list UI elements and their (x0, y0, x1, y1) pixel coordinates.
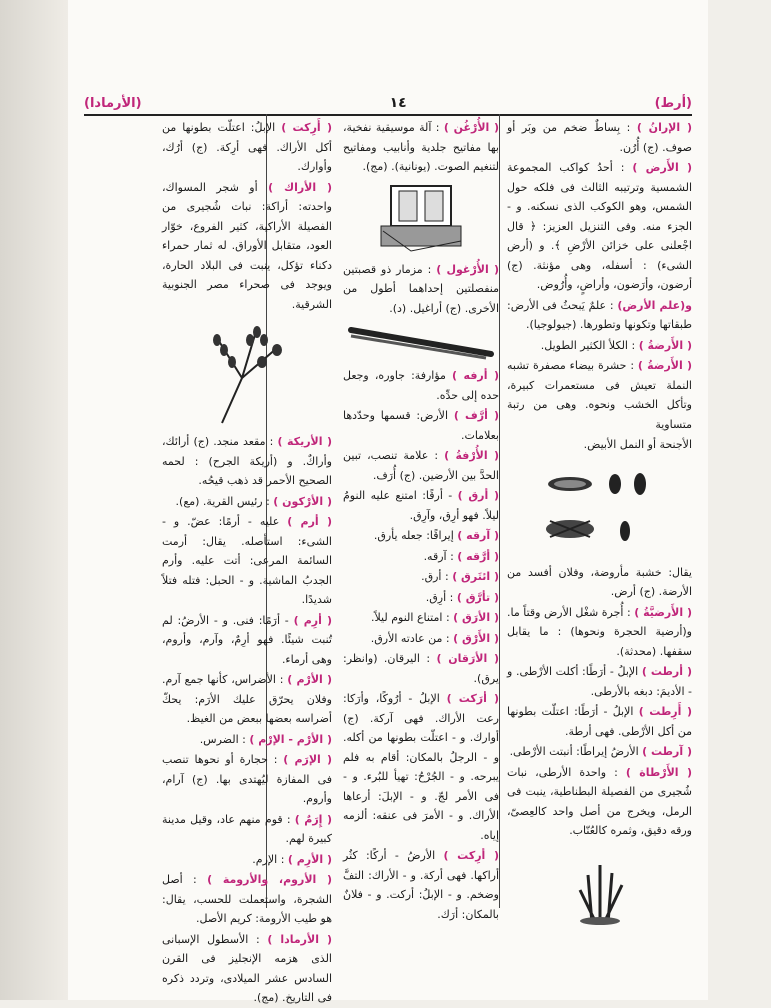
entry-definition: يقال: خشبة مأروضة، وفلان أفسد من الأرضة. (ج) أرض. (507, 565, 692, 598)
artaa-illustration (507, 845, 692, 925)
entry-definition: : الأضراس، كأنها جمع آرم. وفلان يحرّق عليك الأرَم: يحكّ أضراسه بعضها ببعض من الغيظ. (162, 673, 332, 725)
entry-headword: ( أرفه ) (452, 369, 499, 382)
header-rule (84, 114, 692, 116)
dictionary-entry (507, 356, 692, 434)
entry-headword: ( أرَكت ) (446, 692, 500, 705)
dictionary-entry (507, 435, 692, 455)
dictionary-entry (343, 118, 499, 177)
organ-illustration (343, 181, 499, 256)
entry-definition: : الأسطول الإسبانى الذى هزمه الإنجليز فى القرن السادس عشر الميلادى، وتردد ذكره فى التاريخ. (مج). (162, 932, 332, 1004)
entry-headword: ( الأرْم ) (287, 673, 332, 686)
entry-headword: ( الأرَق ) (453, 611, 499, 624)
dictionary-entry (343, 446, 499, 485)
dictionary-entry (343, 547, 499, 567)
entry-headword: ( الأريكة ) (277, 435, 332, 448)
entry-headword: ( الأرْكون ) (273, 494, 332, 508)
entry-definition: : مزمار ذو قصبتين منفصلتين إحداهما أطول من الأخرى. (ج) أراغيل. (د). (343, 262, 499, 315)
entry-definition: - أرَمًا: فنى. و - الأرضُ: لم تُنبت شيئًا. فهو أرِمٌ، وآرم، وأروم، وهى أرماء. (162, 613, 332, 666)
dictionary-entry (162, 810, 332, 849)
entry-headword: ( تأرَّق ) (456, 590, 499, 604)
entry-headword: ( أرِكت ) (443, 849, 500, 862)
dictionary-entry (343, 406, 499, 445)
column-divider (499, 114, 500, 908)
entry-headword: ( الأُرْغول ) (436, 262, 500, 276)
entry-definition: الإبلُ - أرَطًا: اعتلّت بطونها من أكل الأرْطى. فهى أرطة. (507, 705, 692, 738)
dictionary-entry (162, 118, 332, 177)
dictionary-entry (507, 702, 692, 741)
entry-headword: ( أرطت ) (641, 665, 692, 678)
entry-definition: الأرضُ إيراطًا: أنبتت الأرْطى. (509, 745, 639, 758)
entry-headword: ( أرَّف ) (453, 409, 499, 422)
dictionary-entry (507, 118, 692, 157)
entry-headword: ( أرق ) (457, 489, 499, 502)
entry-definition: : الضرس. (199, 732, 246, 746)
dictionary-entry (162, 611, 332, 670)
entry-headword: و(علم الأرض) (617, 298, 693, 312)
page-header (84, 92, 692, 114)
entry-definition: : أرق. (421, 570, 449, 583)
termites-illustration (507, 459, 692, 559)
entry-definition: : علامة تنصب، تبين الحدَّ بين الأرضين. (ج) أُرَف. (343, 449, 499, 482)
entry-definition: : واحدة الأرطى، نبات شُجيرى من الفصيلة البطناطية، ينبت فى الرمل، ويخرج من أصل واحد كالعِصىّ، ورقه دقيق، وثمره كالعُنّاب. (507, 765, 692, 837)
dictionary-entry (162, 870, 332, 929)
entry-headword: ( الأراك ) (268, 180, 332, 194)
dictionary-entry (162, 850, 332, 870)
entry-headword: ( آرطت ) (642, 745, 692, 758)
entry-definition: : من عادته الأرق. (370, 631, 450, 645)
entry-definition: : الكلأ الكثير الطويل. (540, 338, 636, 352)
entry-headword: ( الأَرْق ) (453, 631, 499, 645)
entry-headword: ( أرَّقه ) (457, 549, 499, 563)
entry-definition: : أصل الشجرة، واستعملت للحسب، يقال: هو طيب الأرومة: كريم الأصل. (162, 873, 332, 925)
dictionary-entry (343, 366, 499, 405)
entry-headword: ( آرقه ) (457, 529, 499, 542)
dictionary-entry (162, 930, 332, 1008)
entry-definition: : آرقه. (423, 549, 454, 563)
entry-headword: ( الأرمادا ) (267, 932, 332, 946)
entry-definition: عليه - أرمًا: عضّ. و - الشىء: استأصله. يقال: أرمت السائمة المرعى: أتت عليه. وأرم الجدبُ الماشية. و - الحبل: فتله فتلاً شديدًا. (162, 515, 332, 606)
column-middle (343, 118, 500, 921)
dictionary-entry (162, 492, 332, 512)
entry-headword: ( الأَرضةُ ) (637, 359, 692, 372)
entry-definition: : امتناع النوم ليلاً. (371, 611, 450, 624)
entry-definition: الإبلُ: اعتلّت بطونها من أكل الأراك. فهى أرِكة. (ج) أرُك، وأوارك. (162, 121, 332, 173)
dictionary-entry (162, 512, 332, 610)
dictionary-entry (162, 178, 332, 315)
column-right (507, 118, 692, 908)
entry-headword: ( الأروم، والأرومة ) (207, 873, 333, 886)
entry-definition: : حشرة بيضاء مصفرة تشبه النملة تعيش فى مستعمرات كبيرة، وتأكل الخشب ونحوه. وهى من رتبة متساوية (507, 359, 692, 431)
dictionary-entry (507, 158, 692, 295)
column-left (162, 118, 333, 1004)
dictionary-entry (162, 750, 332, 809)
dictionary-entry (343, 526, 499, 546)
flute-illustration (343, 322, 499, 362)
entry-headword: ( أرِم ) (293, 613, 332, 627)
entry-definition: : مقعد منجد. (ج) أرائك، وأراكٌ. و (أريكة الجرح) : لحمه الصحيح الأحمر قد ذهب قيحُه. (162, 435, 332, 487)
entry-definition: : قوم منهم عاد، وقيل مدينة كبيرة لهم. (162, 812, 332, 845)
entry-definition: مؤارفة: جاوره، وجعل حده إلى حدِّه. (343, 369, 499, 402)
entry-headword: ( الإرانُ ) (636, 121, 692, 134)
entry-definition: الإبلُ - أرَطًا: أكلت الأرْطى. و - الأديمَ: دبغه بالأرطى. (507, 665, 692, 698)
dictionary-entry (507, 662, 692, 701)
dictionary-entry (507, 563, 692, 602)
entry-headword: ( الأرَقان ) (436, 652, 500, 665)
entry-definition: : بِساطٌ ضخم من وبَر أو صوف. (ج) أُرُن. (507, 121, 692, 154)
dictionary-entry (343, 649, 499, 688)
entry-headword: ( أَرِكت ) (281, 121, 332, 134)
guide-word-right: (أرط) (654, 95, 692, 111)
dictionary-entry (343, 608, 499, 628)
entry-definition: أو شجر المسواك، واحدته: أراكة: نبات شُجيرى من الفصيلة الأراكية، كثير الفروع، خوّار العود، متقابل الأوراق. له ثمار حمراء دكناء تؤكل، ينبت فى البلاد الحارة، ويوجد فى صحراء مصر الجنوبية الشرقية. (162, 180, 332, 311)
arak-illustration (162, 318, 332, 428)
entry-headword: ( الأرِم ) (287, 852, 332, 866)
dictionary-entry (162, 670, 332, 729)
entry-headword: ( ائتَرق ) (452, 570, 499, 583)
entry-headword: ( الأَرضيَّةُ ) (634, 605, 693, 619)
entry-headword: ( الأرْم - الإرْم ) (249, 732, 332, 746)
entry-headword: ( الأَرضةُ ) (638, 338, 692, 352)
dictionary-entry (343, 689, 499, 845)
dictionary-entry (507, 603, 692, 662)
guide-word-left: (الأرمادا) (84, 95, 142, 111)
book-spine (0, 0, 68, 1000)
entry-definition: : رئيس القرية. (مع). (175, 494, 270, 508)
entry-definition: : اليرقان. (وانظر: يرق). (343, 652, 499, 685)
entry-definition: - أرقًا: امتنع عليه النومُ ليلاً. فهو أرِق، وآرِق. (343, 489, 499, 522)
entry-definition: : علمٌ يَبحثُ فى الأرض: طبقاتها وتكونها وتطورها. (جيولوجيا). (507, 298, 692, 331)
entry-headword: ( الأُرْغُن ) (443, 121, 500, 134)
entry-definition: إيراقًا: جعله يأرق. (373, 529, 454, 542)
dictionary-entry (162, 432, 332, 491)
dictionary-entry (507, 763, 692, 841)
entry-headword: ( إِرَمٌ ) (294, 812, 332, 826)
dictionary-entry (507, 336, 692, 356)
dictionary-entry (343, 588, 499, 608)
dictionary-entry (343, 260, 499, 319)
entry-definition: الأجنحة أو النمل الأبيض. (583, 438, 692, 451)
dictionary-entry (507, 742, 692, 762)
entry-headword: ( أَرِطت ) (638, 705, 693, 718)
dictionary-entry (343, 629, 499, 649)
dictionary-entry (343, 846, 499, 924)
entry-headword: ( الأَرض ) (632, 161, 693, 174)
entry-definition: : حجارة أو نحوها تنصب فى المفازة ليُهتدى بها. (ج) آرام، وأروم. (162, 753, 332, 805)
entry-definition: الأرضُ - أركًا: كثُر أراكها. فهى أركة. و - الأراك: التفَّ وضخم. و - الإبلُ: أركت. و - فلانٌ بالمكان: أرَك. (343, 849, 499, 921)
entry-definition: : أحدُ كواكب المجموعة الشمسية وترتيبه الثالث فى فلكه حول الشمس، وهو الكوكب الذى نسكنه. و - الجزء منه. وفى التنزيل العزيز: ﴿ قال اجْعلنى على خزائن الأرْضِ ﴾. و (أرض الشىء) : أسفله، وهى مؤنثة. (ج) أرضون، وأرَضون، وأراضٍ، وأُرُوض. (507, 161, 692, 291)
entry-definition: : أرِق. (425, 590, 454, 604)
dictionary-entry (343, 567, 499, 587)
entry-headword: ( أرم ) (287, 515, 332, 528)
page-number: ١٤ (389, 95, 407, 111)
dictionary-entry (162, 730, 332, 750)
dictionary-entry (507, 296, 692, 335)
entry-definition: : الإرم. (252, 852, 285, 866)
dictionary-entry (343, 486, 499, 525)
entry-definition: : أُجرة شغْل الأرض وقتاً ما. و(أرضية الحجرة ونحوها) : ما يقابل سقفها. (محدثة). (507, 605, 692, 658)
entry-headword: ( الأُرْفةُ ) (444, 449, 499, 462)
entry-definition: : آلة موسيقية نفخية، بها مفاتيح جلدية وأنابيب ومفاتيح لتنغيم الصوت. (يونانية). (مج). (343, 121, 499, 173)
entry-definition: الأرض: قسمها وحدّدها بعلامات. (343, 409, 499, 442)
entry-definition: الإبلُ - أرُوكًا، وأرَكا: رعت الأراك. فهى آركة. (ج) أوارك. و - اعتلّت بطونها من أكله. و - الرجلُ بالمكان: أقام به فلم يبرحه. و - الجُرْحُ: تهيأ للبُرء. و - فى الأمر لجّ. و - الإبلَ: أرعاها الأراك. و - الأمرَ فى عنقه: ألزمه إياه. (343, 692, 499, 842)
entry-headword: ( الأَرْطاة ) (625, 765, 692, 779)
entry-headword: ( الإرَم ) (283, 753, 332, 766)
